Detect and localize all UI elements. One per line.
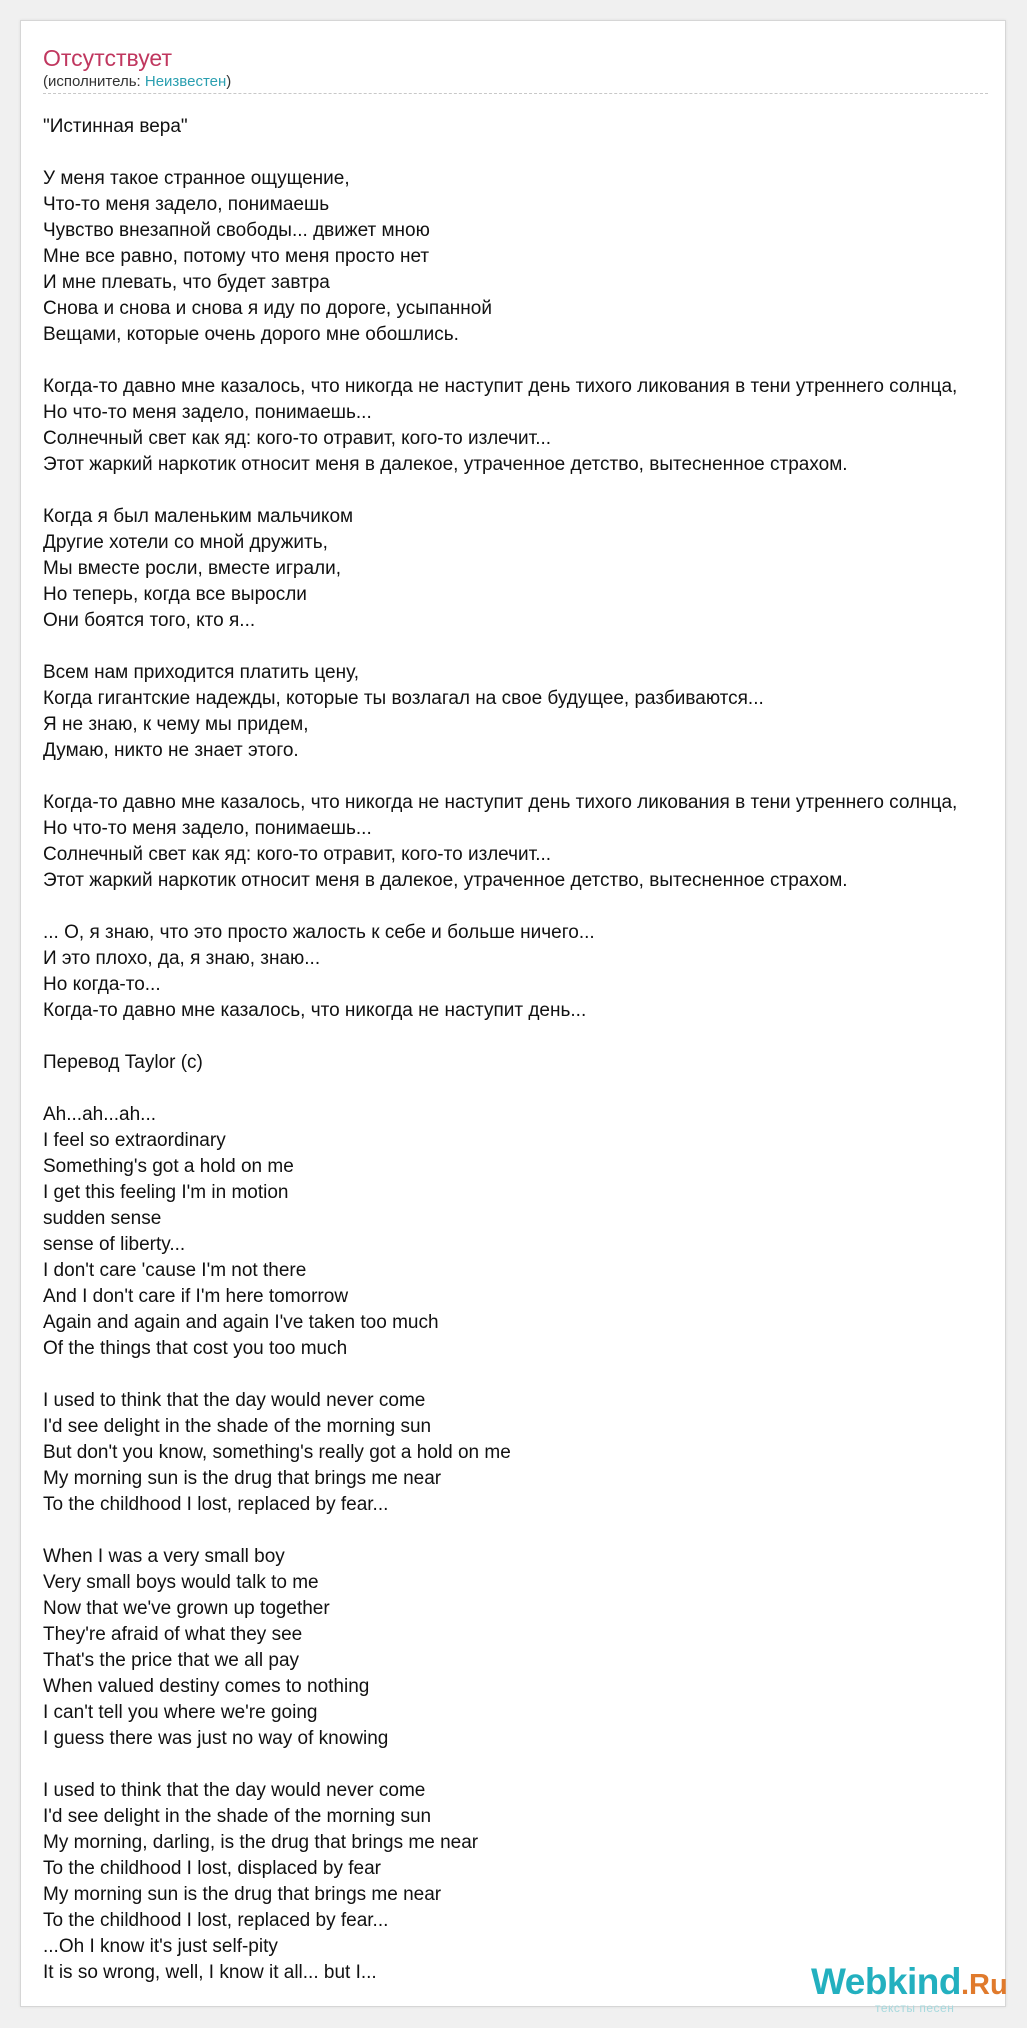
logo-tld: .Ru xyxy=(961,1969,1008,2001)
song-title: Отсутствует xyxy=(43,45,172,71)
lyrics-text: "Истинная вера" У меня такое странное ощущение, Что-то меня задело, понимаешь Чувство внезапной свободы... движет мною Мне все равно, потому что меня просто нет И мне плевать, что будет завтра Снова и снова и снова я иду по дороге, усыпанной Вещами, которые очень дорого мне обошлись. Когда-то давно мне казалось, что никогда не наступит день тихого ликования в тени утреннего солнца, Но что-то меня задело, понимаешь... Солнечный свет как яд: кого-то отравит, кого-то излечит... Этот жаркий наркотик относит меня в далекое, утраченное детство, вытесненное страхом. Когда я был маленьким мальчиком Другие хотели со мной дружить, Мы вместе росли, вместе играли, Но теперь, когда все выросли Они боятся того, кто я... Всем нам приходится платить цену, Когда гигантские надежды, которые ты возлагал на свое будущее, разбиваются... Я не знаю, к чему мы придем, Думаю, никто не знает этого. Когда-то давно мне казалось, что никогда не наступит день тихого ликования в тени утреннего солнца, Но что-то меня задело, понимаешь... Солнечный свет как яд: кого-то отравит, кого-то излечит... Этот жаркий наркотик относит меня в далекое, утраченное детство, вытесненное страхом. ... О, я знаю, что это просто жалость к себе и больше ничего... И это плохо, да, я знаю, знаю... Но когда-то... Когда-то давно мне казалось, что никогда не наступит день... Перевод Taylor (c) Ah...ah...ah... I feel so extraordinary Something's got a hold on me I get this feeling I'm in motion sudden sense sense of liberty... I don't care 'cause I'm not there And I don't care if I'm here tomorrow Again and again and again I've taken too much Of the things that cost you too much I used to think that the day would never come I'd see delight in the shade of the morning sun But don't you know, something's really got a hold on me My morning sun is the drug that brings me near To the childhood I lost, replaced by fear... When I was a very small boy Very small boys would talk to me Now that we've grown up together They're afraid of what they see That's the price that we all pay When valued destiny comes to nothing I can't tell you where we're going I guess there was just no way of knowing I used to think that the day would never come I'd see delight in the shade of the morning sun My morning, darling, is the drug that brings me near To the childhood I lost, displaced by fear My morning sun is the drug that brings me near To the childhood I lost, replaced by fear... ...Oh I know it's just self-pity It is so wrong, well, I know it all... but I... xyxy=(43,116,958,1983)
webkind-logo[interactable] xyxy=(811,1961,1008,2015)
header-divider xyxy=(43,93,988,94)
artist-suffix: ) xyxy=(226,73,232,90)
artist-line xyxy=(43,73,231,90)
artist-link[interactable]: Неизвестен xyxy=(144,73,227,90)
logo-tagline: тексты песен xyxy=(875,2001,955,2015)
artist-prefix: (исполнитель: xyxy=(43,73,145,90)
lyrics-card xyxy=(20,20,1008,2015)
logo-name: Webkind xyxy=(811,1961,961,2002)
